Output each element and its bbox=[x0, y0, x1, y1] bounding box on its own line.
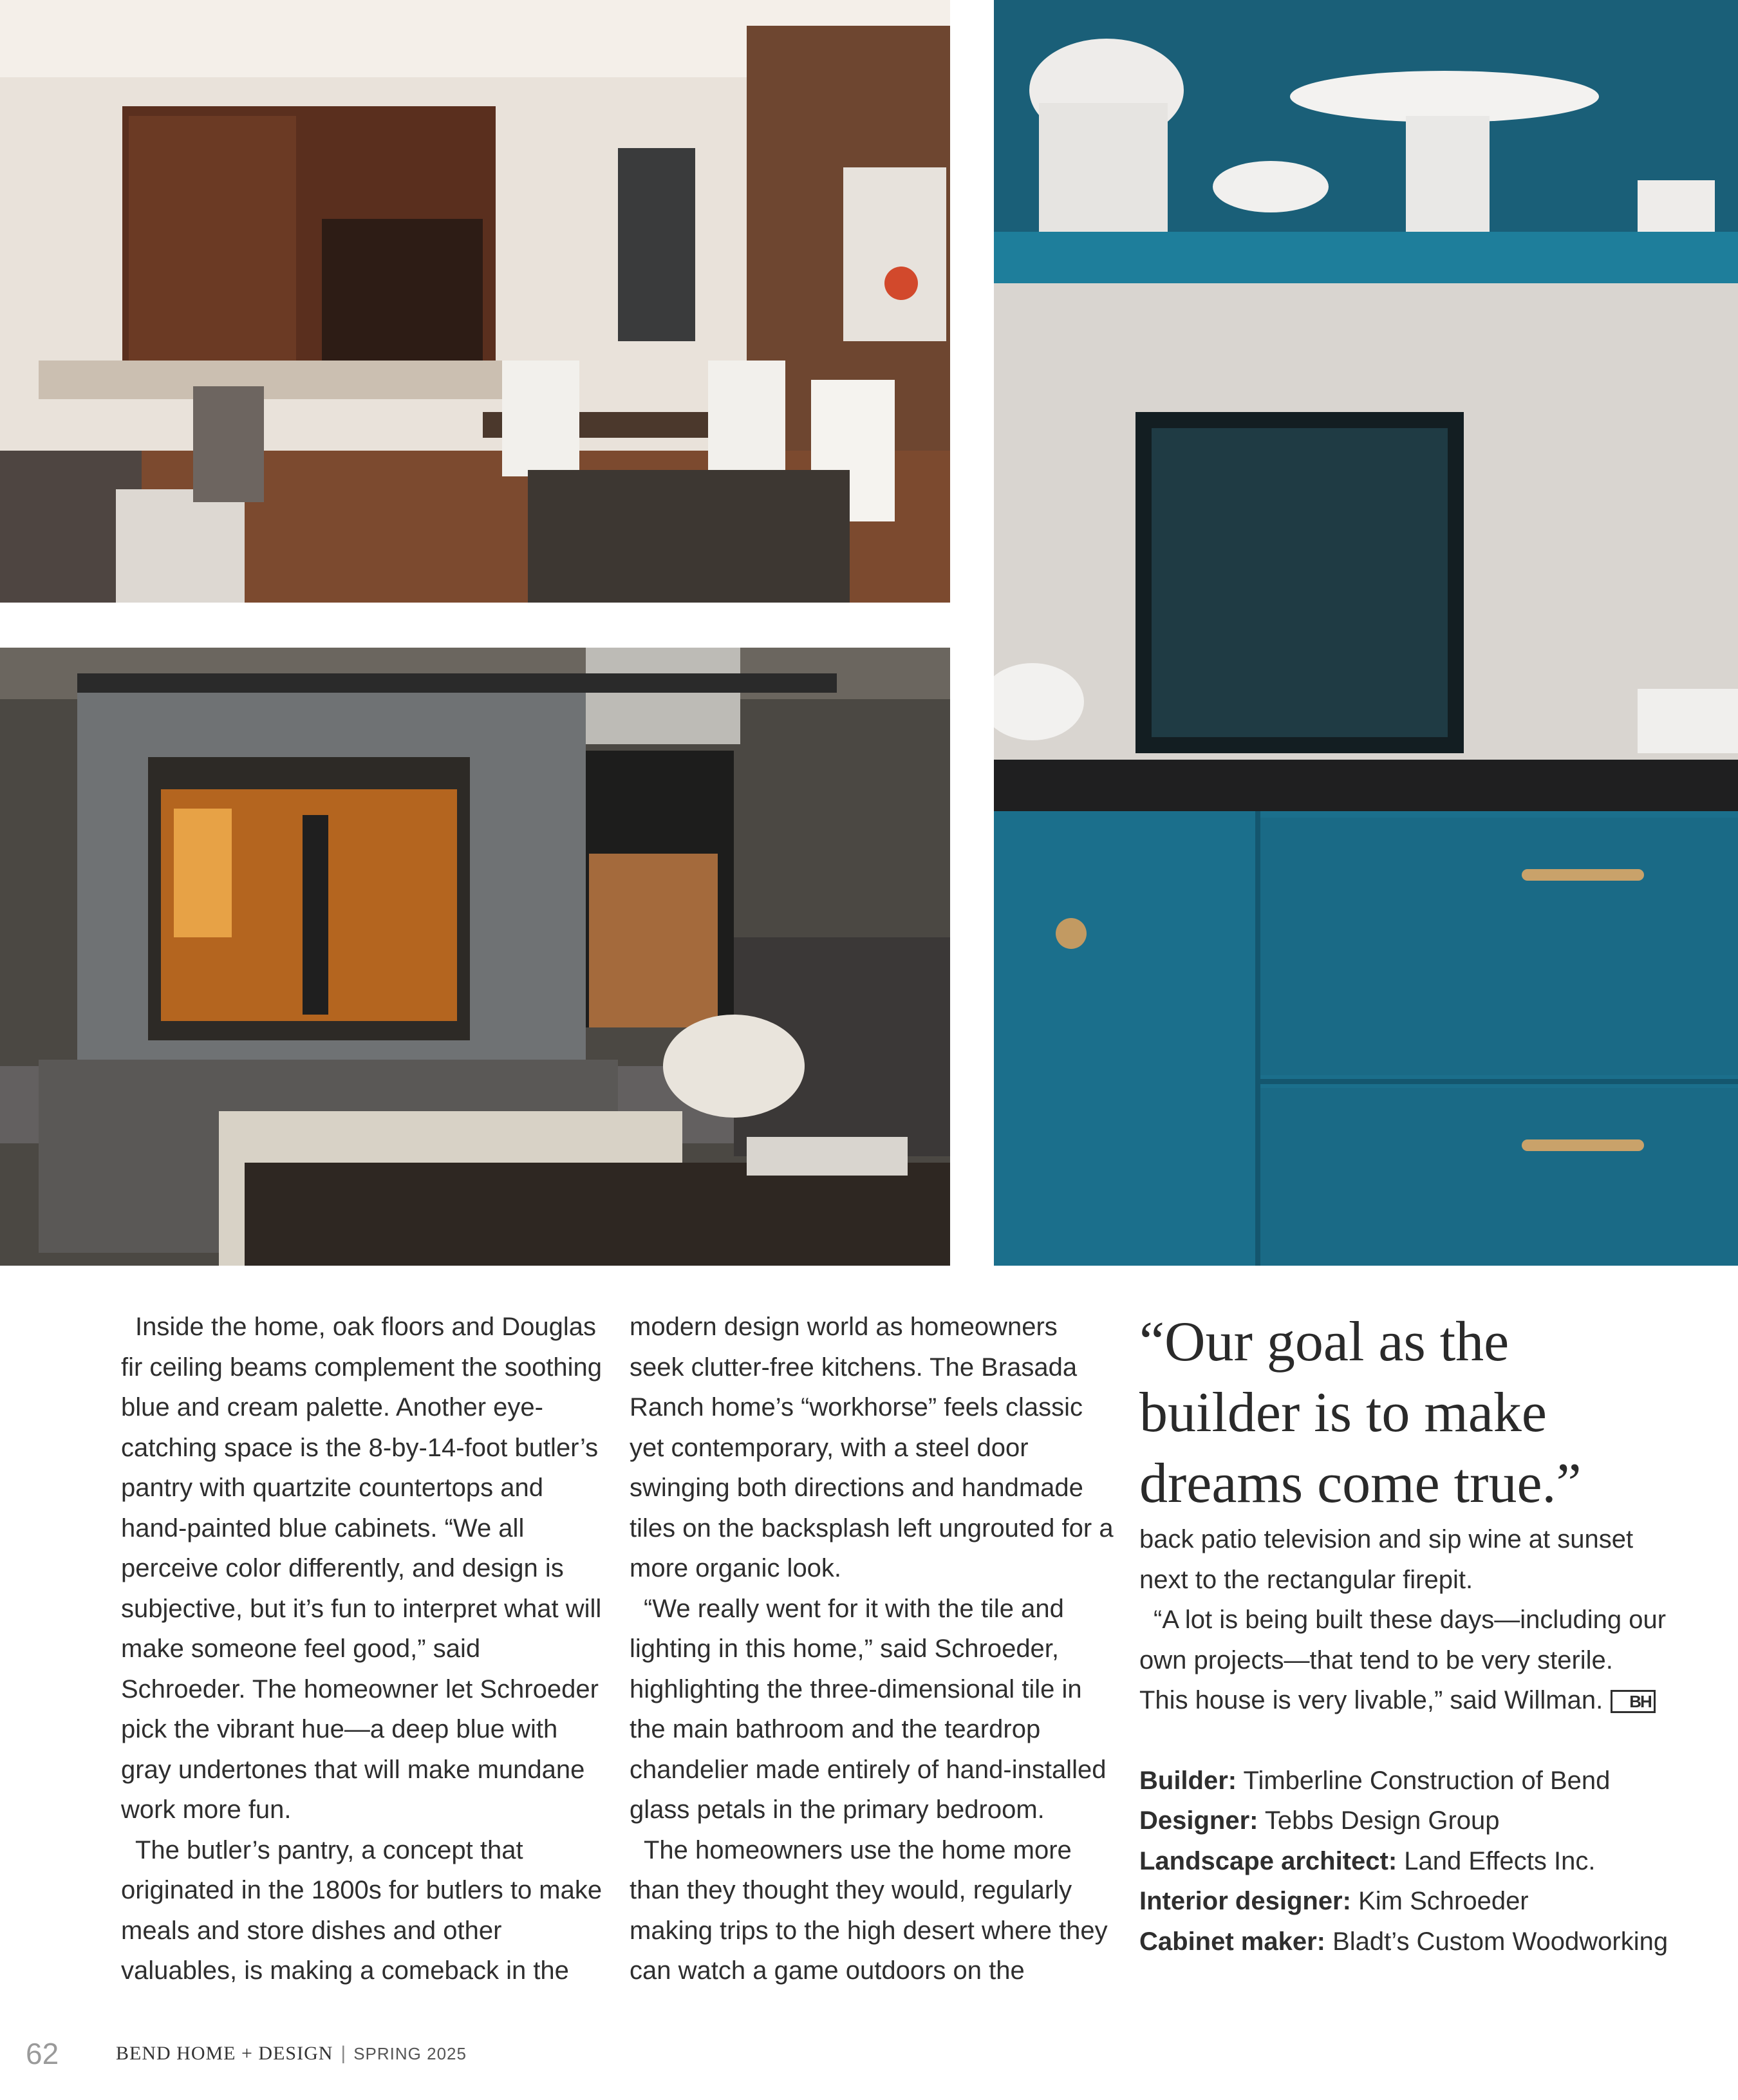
credit-name: Tebbs Design Group bbox=[1264, 1806, 1500, 1835]
paragraph bbox=[1139, 1600, 1667, 1721]
paragraph: modern design world as homeowners seek clutter-free kitchens. The Brasada Ranch home’s “workhorse” feels classic yet contemporary, with a steel door swinging both directions and handmade tiles on the backsplash left ungrouted for a more organic look. bbox=[630, 1313, 1114, 1582]
credit-line bbox=[1139, 1761, 1667, 1801]
paragraph: The butler’s pantry, a concept that originated in the 1800s for butlers to make meals and store dishes and other valuables, is making a comeback in the bbox=[121, 1835, 603, 1985]
credit-role: Builder: bbox=[1139, 1766, 1237, 1795]
kitchen-photo bbox=[0, 0, 950, 603]
credits-list bbox=[1139, 1761, 1667, 1962]
credit-role: Designer: bbox=[1139, 1806, 1258, 1835]
page-footer bbox=[26, 2034, 467, 2073]
magazine-name: BEND HOME + DESIGN bbox=[116, 2043, 333, 2064]
credit-role: Cabinet maker: bbox=[1139, 1927, 1325, 1956]
paragraph: The homeowners use the home more than they thought they would, regularly making trips to the high desert where they can watch a game outdoors on the bbox=[630, 1835, 1108, 1985]
credit-name: Bladt’s Custom Woodworking bbox=[1332, 1927, 1668, 1956]
footer-separator: | bbox=[341, 2043, 346, 2064]
fireplace-photo bbox=[0, 648, 950, 1266]
text-column-3 bbox=[1139, 1307, 1667, 1962]
paragraph: “We really went for it with the tile and lighting in this home,” said Schroeder, highlighting the three-dimensional tile in the main bathroom and the teardrop chandelier made entirely of hand-installed glass petals in the primary bedroom. bbox=[630, 1594, 1107, 1824]
paragraph: back patio television and sip wine at sunset next to the rectangular firepit. bbox=[1139, 1525, 1634, 1594]
credit-line bbox=[1139, 1922, 1667, 1962]
issue-label: SPRING 2025 bbox=[353, 2043, 467, 2063]
end-mark-logo: BH bbox=[1611, 1690, 1656, 1713]
credit-name: Kim Schroeder bbox=[1358, 1887, 1529, 1915]
text-column-1 bbox=[121, 1307, 610, 1991]
page-number: 62 bbox=[26, 2037, 59, 2070]
credit-name: Timberline Construction of Bend bbox=[1243, 1766, 1611, 1795]
credit-role: Landscape architect: bbox=[1139, 1846, 1397, 1875]
credit-line bbox=[1139, 1841, 1667, 1882]
paragraph: Inside the home, oak floors and Douglas fir ceiling beams complement the soothing blue and cream palette. Another eye-catching space is the 8-by-14-foot butler’s pantry with quartzite countertops and hand-painted blue cabinets. “We all perceive color differently, and design is subjective, but it’s fun to interpret what will make someone feel good,” said Schroeder. The homeowner let Schroeder pick the vibrant hue—a deep blue with gray undertones that will make mundane work more fun. bbox=[121, 1313, 603, 1824]
credit-line bbox=[1139, 1801, 1667, 1841]
credit-line bbox=[1139, 1881, 1667, 1922]
pull-quote: “Our goal as the builder is to make dreams come true.” bbox=[1139, 1311, 1582, 1515]
pantry-photo bbox=[994, 0, 1738, 1266]
credit-role: Interior designer: bbox=[1139, 1887, 1351, 1915]
text-column-2 bbox=[630, 1307, 1119, 1991]
credit-name: Land Effects Inc. bbox=[1404, 1846, 1596, 1875]
paragraph-text: “A lot is being built these days—including our own projects—that tend to be very sterile. This house is very livable,” said Willman. bbox=[1139, 1606, 1667, 1714]
